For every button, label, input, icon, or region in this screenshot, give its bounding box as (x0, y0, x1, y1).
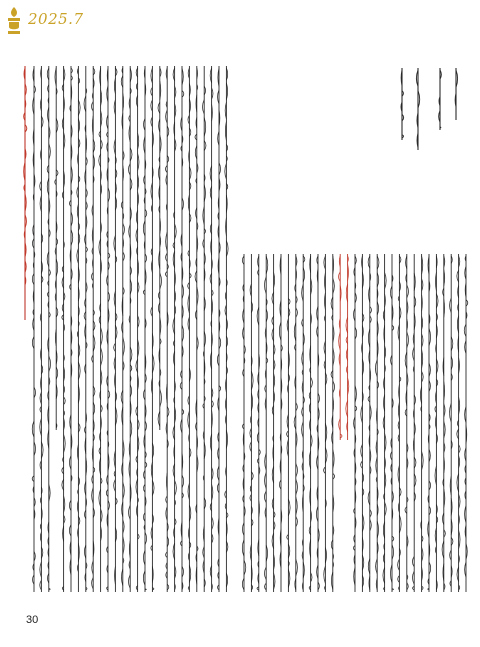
text-column (398, 254, 401, 592)
text-column (106, 66, 109, 592)
text-column (121, 66, 124, 592)
text-column (257, 254, 260, 592)
text-column (353, 254, 356, 592)
text-column (331, 254, 335, 592)
text-column (188, 66, 191, 592)
text-column (210, 66, 213, 592)
text-column (287, 254, 290, 592)
text-column (264, 254, 267, 592)
text-column (136, 66, 139, 592)
text-column (69, 66, 72, 592)
text-column (457, 254, 460, 592)
text-column (361, 254, 364, 592)
text-column (250, 254, 253, 592)
text-column (316, 254, 319, 592)
section-heading-column (338, 254, 342, 440)
text-column (99, 66, 103, 592)
text-column (40, 66, 43, 592)
text-column (324, 254, 327, 592)
text-column (442, 254, 445, 592)
text-column (217, 66, 220, 592)
text-column (32, 66, 35, 592)
author-name-column (455, 68, 457, 120)
text-column (225, 66, 228, 592)
text-column (195, 66, 198, 592)
text-column (62, 66, 65, 592)
text-column (420, 254, 423, 592)
author-name-column (401, 68, 404, 140)
text-column (368, 254, 371, 592)
text-column (435, 254, 438, 592)
page-number: 30 (26, 614, 39, 626)
text-column (412, 254, 416, 592)
text-column (383, 254, 386, 592)
text-column (302, 254, 305, 592)
text-column (158, 66, 162, 430)
text-column (151, 66, 154, 592)
text-column (464, 254, 468, 592)
article-title-column (24, 66, 27, 320)
text-column (128, 66, 132, 592)
text-column (449, 254, 452, 592)
text-column (173, 66, 177, 592)
text-column (77, 66, 80, 592)
text-column (294, 254, 297, 592)
text-column (165, 66, 169, 592)
text-column (428, 254, 431, 592)
author-name-column (416, 68, 419, 150)
text-column (114, 66, 117, 592)
text-column (180, 66, 184, 592)
author-name-column (439, 68, 442, 130)
text-column (390, 254, 393, 592)
text-column (279, 254, 282, 592)
text-column (309, 254, 312, 592)
text-column (203, 66, 206, 592)
text-column (47, 66, 50, 592)
text-column (91, 66, 94, 592)
text-column (405, 254, 409, 592)
text-column (272, 254, 275, 592)
text-column (242, 254, 245, 592)
text-column (143, 66, 146, 592)
text-column (55, 66, 58, 430)
issue-year: 2025.7 (28, 10, 84, 28)
text-column (375, 254, 379, 592)
section-heading-column (346, 254, 349, 440)
text-column (84, 66, 87, 592)
